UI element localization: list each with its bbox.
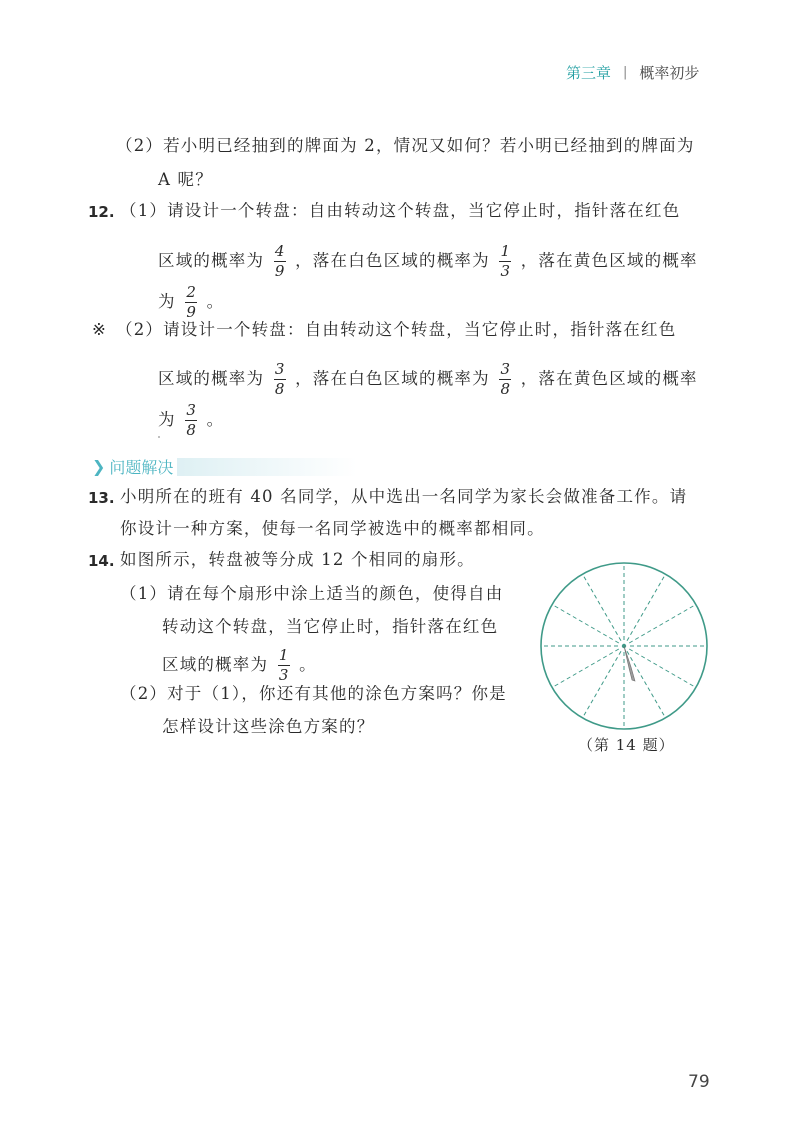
q12-part1-line3 [158, 285, 224, 320]
fraction-denominator: 8 [500, 380, 511, 398]
q12-part1-line1: （1）请设计一个转盘：自由转动这个转盘，当它停止时，指针落在红色 [120, 201, 681, 220]
q12-part2-text-b: ，落在白色区域的概率为 [295, 369, 490, 388]
fraction-red-4-9 [274, 244, 286, 279]
q14-part1-text-b: 。 [299, 655, 317, 674]
fraction-numerator: 3 [186, 401, 196, 419]
fraction-numerator: 1 [278, 646, 289, 664]
q14-intro: 如图所示，转盘被等分成 12 个相同的扇形。 [120, 550, 475, 569]
q14-part2-line2: 怎样设计这些涂色方案的？ [162, 717, 375, 736]
sector-divider-line [629, 649, 695, 687]
question-number-14: 14. [88, 552, 115, 570]
chapter-topic: 概率初步 [639, 64, 700, 82]
q12-part1-text-e: 。 [206, 292, 225, 311]
q12-part2-text-d: 为 [158, 410, 176, 429]
section-heading-band [177, 458, 357, 476]
q12-part1-text-c: ，落在黄色区域的概率 [520, 251, 698, 270]
fraction-denominator: 3 [500, 262, 511, 280]
scan-speck [158, 436, 160, 438]
sector-divider-line [627, 651, 665, 717]
q14-part1-line3 [162, 648, 317, 683]
q11-part2-line2: A 呢？ [158, 170, 213, 189]
pointer-icon [624, 646, 635, 681]
q12-part2-line2 [158, 362, 698, 397]
fraction-white-3-8 [499, 362, 511, 397]
sector-divider-line [627, 575, 665, 641]
fraction-numerator: 3 [274, 360, 285, 378]
sector-divider-line [629, 605, 695, 643]
q14-part1-text-a: 区域的概率为 [162, 655, 269, 674]
sector-divider-line [553, 605, 619, 643]
q12-part2-line1: （2）请设计一个转盘：自由转动这个转盘，当它停止时，指针落在红色 [116, 320, 677, 339]
q13-line1: 小明所在的班有 40 名同学，从中选出一名同学为家长会做准备工作。请 [120, 487, 688, 506]
sector-divider-line [583, 651, 621, 717]
fraction-denominator: 8 [274, 380, 285, 398]
q12-part1-line2 [158, 244, 698, 279]
figure-caption: （第 14 题） [578, 736, 675, 754]
fraction-yellow-2-9 [185, 285, 197, 320]
spinner-figure [538, 560, 710, 732]
q12-part2-text-e: 。 [206, 410, 225, 429]
q14-part2-line1: （2）对于（1），你还有其他的涂色方案吗？你是 [120, 684, 507, 703]
fraction-denominator: 9 [186, 303, 196, 321]
fraction-numerator: 4 [274, 242, 285, 260]
q12-part2-line3 [158, 403, 224, 438]
fraction-red-3-8 [274, 362, 286, 397]
q12-part1-text-d: 为 [158, 292, 176, 311]
question-number-12: 12. [88, 203, 115, 221]
q13-line2: 你设计一种方案，使每一名同学被选中的概率都相同。 [120, 519, 545, 538]
q14-part1-line1: （1）请在每个扇形中涂上适当的颜色，使得自由 [120, 584, 504, 603]
chapter-label: 第三章 [566, 64, 612, 82]
q11-part2-line1: （2）若小明已经抽到的牌面为 2，情况又如何？若小明已经抽到的牌面为 [116, 136, 695, 155]
fraction-numerator: 2 [186, 283, 196, 301]
question-number-13: 13. [88, 489, 115, 507]
q12-part1-text-b: ，落在白色区域的概率为 [295, 251, 490, 270]
fraction-numerator: 1 [500, 242, 511, 260]
running-header [566, 62, 699, 83]
section-title: 问题解决 [109, 458, 174, 477]
fraction-yellow-3-8 [185, 403, 197, 438]
fraction-numerator: 3 [500, 360, 511, 378]
q12-part2-text-c: ，落在黄色区域的概率 [520, 369, 698, 388]
fraction-denominator: 8 [186, 421, 196, 439]
page-number: 79 [688, 1072, 710, 1092]
q12-part2-text-a: 区域的概率为 [158, 369, 265, 388]
sector-divider-line [583, 575, 621, 641]
q14-part1-line2: 转动这个转盘，当它停止时，指针落在红色 [162, 617, 499, 636]
header-separator: | [623, 65, 628, 80]
q12-part1-text-a: 区域的概率为 [158, 251, 265, 270]
fraction-denominator: 3 [278, 666, 289, 684]
fraction-denominator: 9 [274, 262, 285, 280]
fraction-white-1-3 [499, 244, 511, 279]
sector-divider-line [553, 649, 619, 687]
fraction-red-1-3 [278, 648, 290, 683]
section-heading [92, 455, 357, 478]
chevron-right-icon: ❯ [92, 457, 106, 476]
optional-mark: ※ [92, 320, 108, 339]
